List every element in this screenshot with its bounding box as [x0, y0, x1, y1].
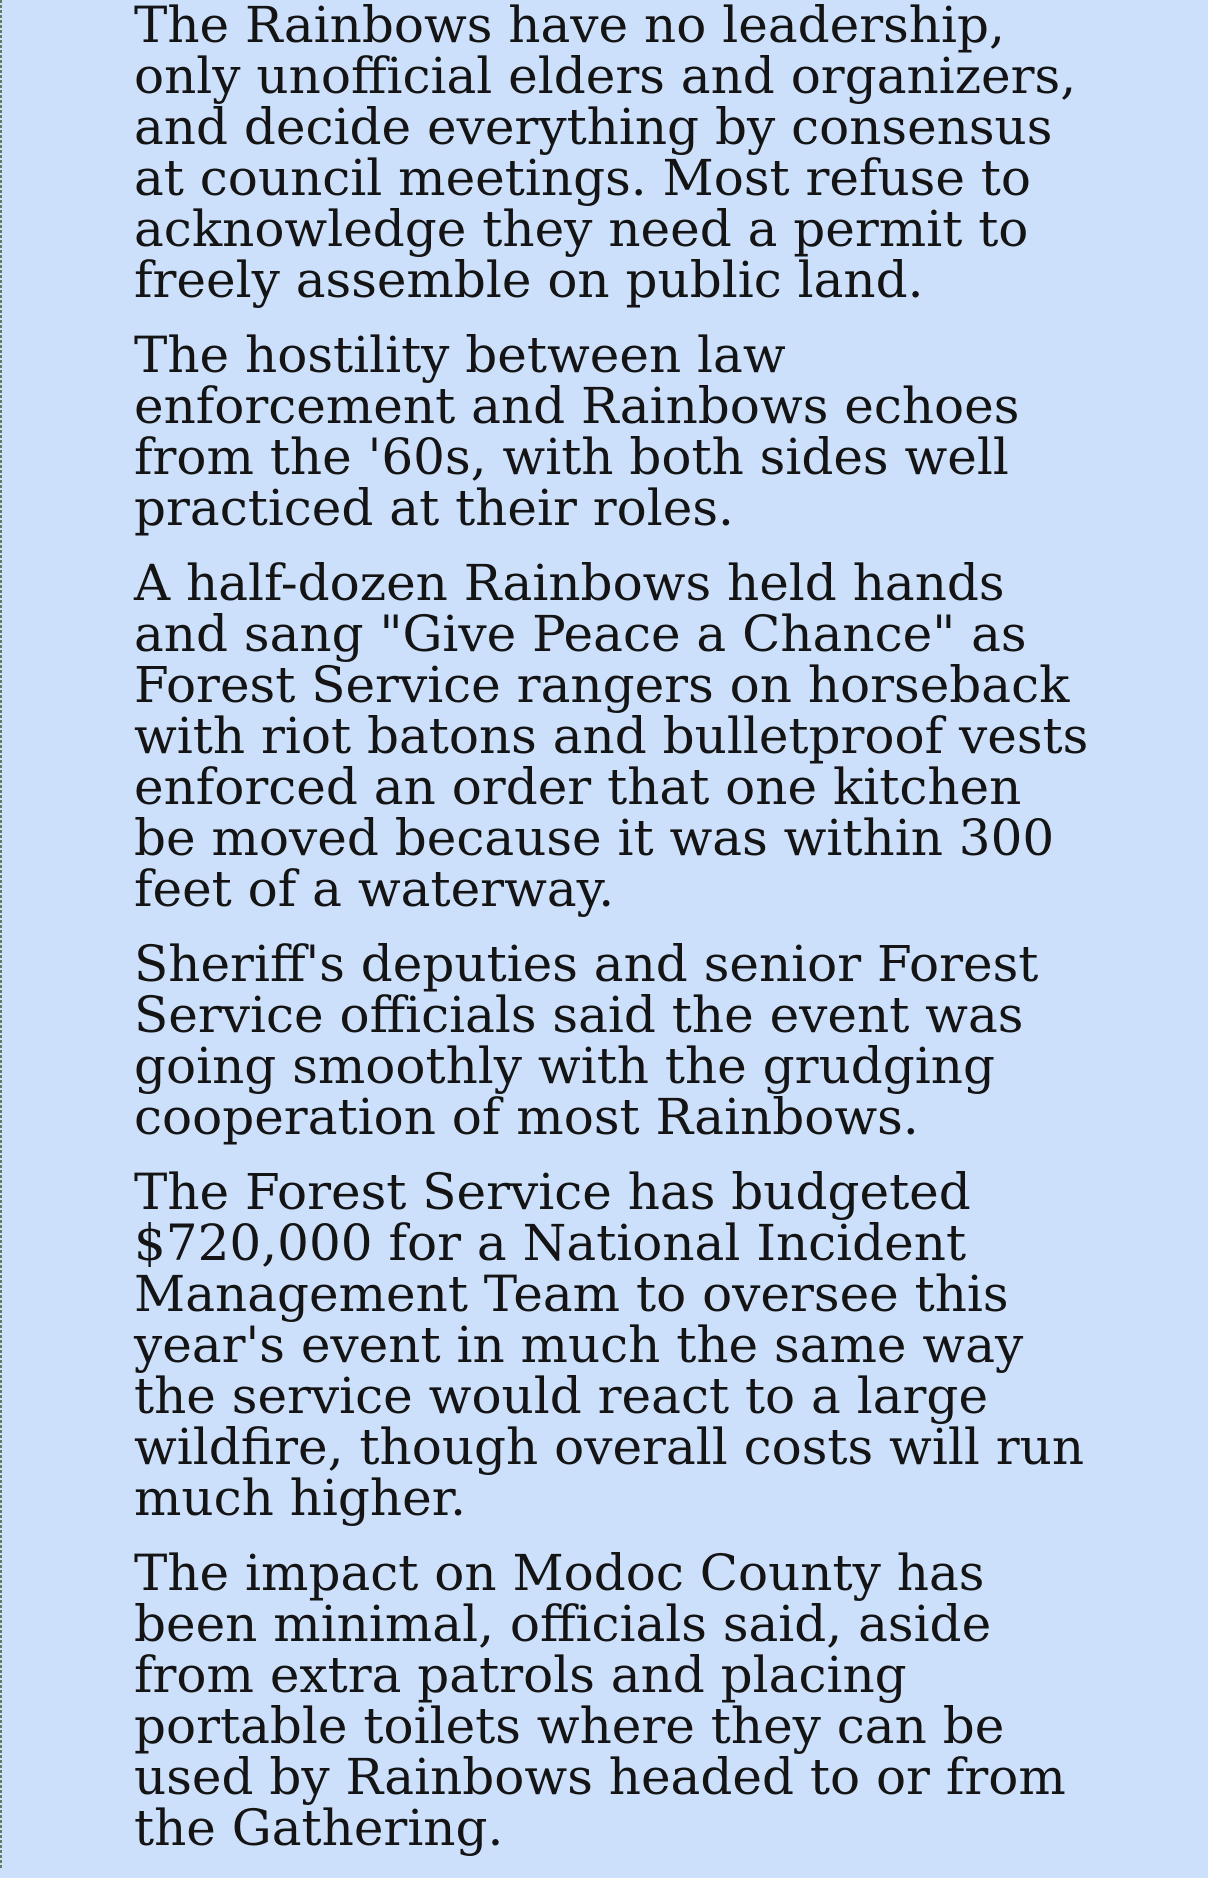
article-body: [134, 0, 1094, 1878]
left-page-border: [0, 0, 2, 1868]
article-paragraph-3: A half-dozen Rainbows held hands and sang "Give Peace a Chance" as Forest Service rangers on horseback with riot batons and bulletproof vests enforced an order that one kitchen be moved because it was within 300 feet of a waterway.: [134, 554, 1089, 918]
article-paragraph-5: The Forest Service has budgeted $720,000 for a National Incident Management Team to oversee this year's event in much the same way the service would react to a large wildfire, though overall costs will run much higher.: [134, 1163, 1085, 1527]
article-paragraph-6: The impact on Modoc County has been minimal, officials said, aside from extra patrols and placing portable toilets where they can be used by Rainbows headed to or from the Gathering.: [134, 1544, 1066, 1857]
article-paragraph-2: The hostility between law enforcement and Rainbows echoes from the '60s, with both sides well practiced at their roles.: [134, 326, 1020, 537]
article-paragraph-4: Sheriff's deputies and senior Forest Service officials said the event was going smoothly with the grudging cooperation of most Rainbows.: [134, 935, 1039, 1146]
article-paragraph-1: The Rainbows have no leadership, only unofficial elders and organizers, and decide everything by consensus at council meetings. Most refuse to acknowledge they need a permit to freely assemble on public land.: [134, 0, 1077, 309]
